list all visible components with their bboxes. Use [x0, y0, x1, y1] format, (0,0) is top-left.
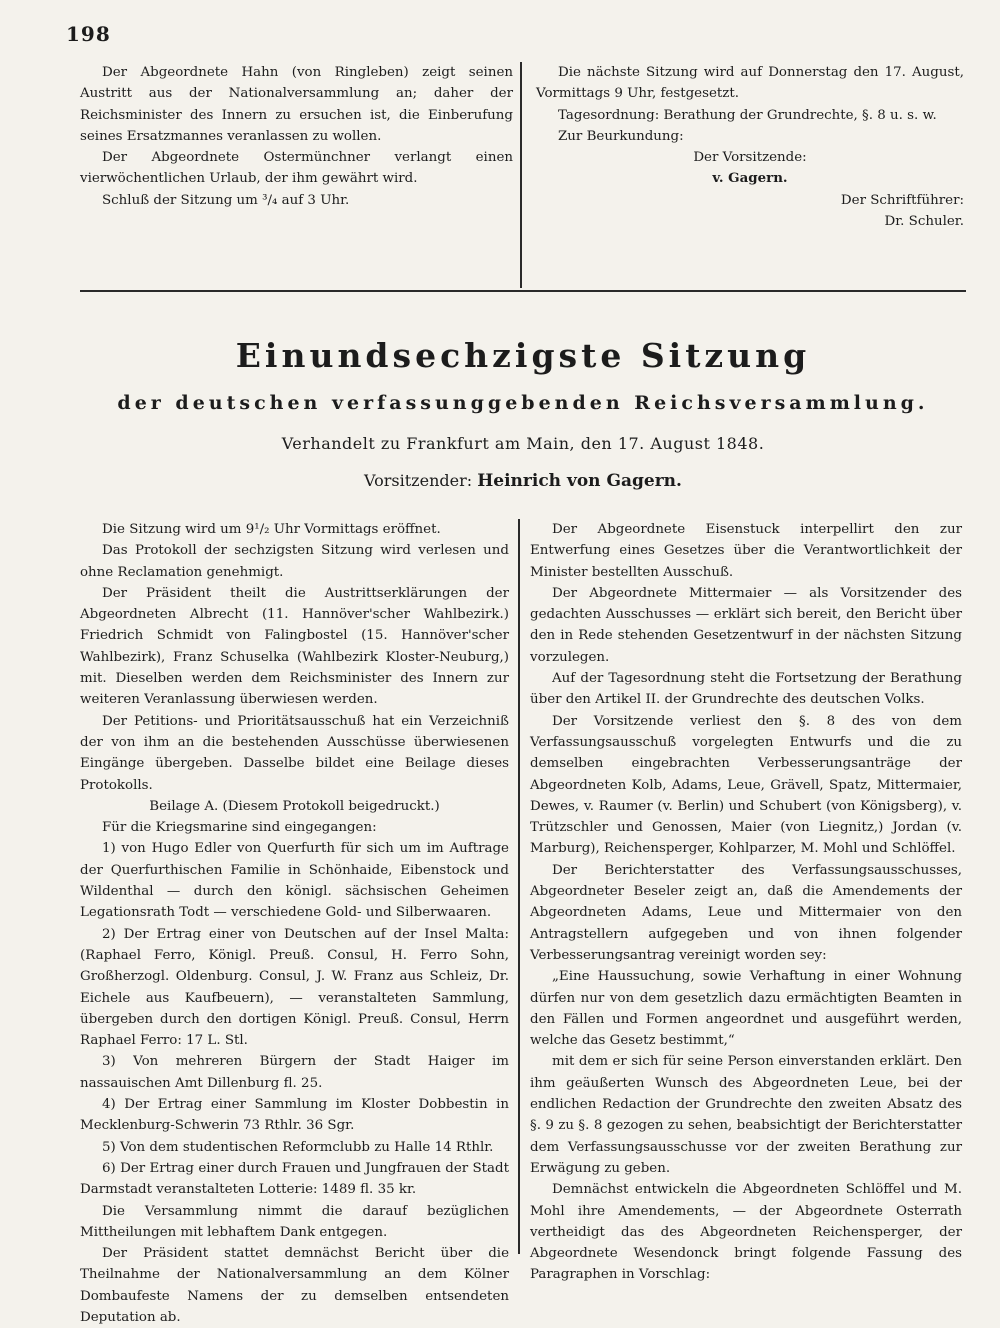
paragraph: Der Abgeordnete Hahn (von Ringleben) zeigt seinen Austritt aus der Nationalversammlung an; daher der Reichsminister des Innern zu ersuchen ist, die Einberufung seines Ersatzmannes veranlassen zu wollen.: [80, 65, 513, 144]
column-divider-top: [520, 62, 522, 288]
list-item: 5) Von dem studentischen Reformclubb zu Halle 14 Rthlr.: [102, 1139, 494, 1155]
paragraph: Zur Beurkundung:: [558, 128, 684, 144]
paragraph: Der Abgeordnete Eisenstuck interpellirt den zur Entwerfung eines Gesetzes über die Verantwortlichkeit der Minister bestellten Ausschuß.: [530, 522, 962, 580]
assembly-subtitle: der deutschen verfassunggebenden Reichsversammlung.: [117, 392, 929, 414]
paragraph: Der Schriftführer:: [840, 192, 964, 208]
quoted-amendment: „Eine Haussuchung, sowie Verhaftung in einer Wohnung dürfen nur von dem gesetzlich dazu ermächtigten Beamten in den Fällen und Formen angeordnet und ausgeführt werden, welche das Gesetz bestimmt,“: [530, 969, 962, 1049]
list-item: 3) Von mehreren Bürgern der Stadt Haiger im nassauischen Amt Dillenburg fl. 25.: [80, 1054, 509, 1091]
page-number: 198: [66, 22, 111, 46]
paragraph: Der Petitions- und Prioritätsausschuß hat ein Verzeichniß der von ihm an die bestehenden Ausschüsse überwiesenen Eingänge übergeben. Dasselbe bildet eine Beilage dieses Protokolls.: [80, 713, 509, 793]
chair-name: Heinrich von Gagern.: [477, 471, 682, 491]
paragraph: Der Vorsitzende verliest den §. 8 des von dem Verfassungsausschuß vorgelegten Entwurfs und die zu demselben eingebrachten Verbesserungsanträge der Abgeordneten Kolb, Adams, Leue, Grävell, Spatz, Mittermaier, Dewes, v. Raumer (v. Berlin) und Schubert (von Königsberg), v. Trützschler und Genossen, Maier (von Liegnitz,) Jordan (v. Marburg), Reichensperger, Kohlparzer, M. Mohl und Schlöffel.: [530, 713, 962, 857]
paragraph: Demnächst entwickeln die Abgeordneten Schlöffel und M. Mohl ihre Amendements, — der Abgeordnete Osterrath vertheidigt das des Abgeordneten Reichensperger, der Abgeordnete Wesendonck bringt folgende Fassung des Paragraphen in Vorschlag:: [530, 1182, 962, 1283]
paragraph: Für die Kriegsmarine sind eingegangen:: [102, 820, 377, 836]
column-divider-bottom: [518, 519, 520, 1254]
paragraph: Beilage A. (Diesem Protokoll beigedruckt.): [149, 798, 440, 814]
paragraph: Schluß der Sitzung um ³/₄ auf 3 Uhr.: [102, 192, 350, 208]
bottom-left-column: [80, 519, 509, 1328]
paragraph: Auf der Tagesordnung steht die Fortsetzung der Berathung über den Artikel II. der Grundrechte des deutschen Volks.: [530, 671, 962, 708]
top-right-column: [536, 62, 964, 232]
list-item: 4) Der Ertrag einer Sammlung im Kloster Dobbestin in Mecklenburg-Schwerin 73 Rthlr. 36 Sgr.: [80, 1097, 509, 1134]
paragraph: mit dem er sich für seine Person einverstanden erklärt. Den ihm geäußerten Wunsch des Abgeordneten Leue, bei der endlichen Redaction der Grundrechte den zweiten Absatz des §. 9 zu §. 8 gezogen zu sehen, beabsichtigt der Berichterstatter dem Verfassungsausschusse vor der zweiten Berathung zur Erwägung zu geben.: [530, 1054, 962, 1176]
paragraph: Die Versammlung nimmt die darauf bezüglichen Mittheilungen mit lebhaftem Dank entgegen.: [80, 1203, 509, 1240]
paragraph: Der Vorsitzende:: [693, 150, 807, 166]
paragraph: Der Abgeordnete Ostermünchner verlangt einen vierwöchentlichen Urlaub, der ihm gewährt wird.: [80, 150, 513, 187]
paragraph: Der Präsident theilt die Austrittserklärungen der Abgeordneten Albrecht (11. Hannöver'scher Wahlbezirk.) Friedrich Schmidt von Falingbostel (15. Hannöver'scher Wahlbezirk), Franz Schuselka (Wahlbezirk Kloster-Neuburg,) mit. Dieselben werden dem Reichsminister des Innern zur weiteren Veranlassung überwiesen werden.: [80, 585, 509, 708]
paragraph: Das Protokoll der sechzigsten Sitzung wird verlesen und ohne Reclamation genehmigt.: [80, 543, 509, 580]
chair-label: Vorsitzender:: [364, 471, 473, 490]
paragraph: Der Berichterstatter des Verfassungsausschusses, Abgeordneter Beseler zeigt an, daß die Amendements der Abgeordneten Adams, Leue und Mittermaier von den Antragstellern aufgegeben und von ihnen folgender Verbesserungsantrag vereinigt worden sey:: [530, 862, 962, 963]
paragraph: Die nächste Sitzung wird auf Donnerstag den 17. August, Vormittags 9 Uhr, festgesetzt.: [536, 65, 964, 102]
signature-name: Dr. Schuler.: [884, 214, 964, 230]
paragraph: Die Sitzung wird um 9¹/₂ Uhr Vormittags eröffnet.: [102, 522, 441, 537]
paragraph: Tagesordnung: Berathung der Grundrechte, §. 8 u. s. w.: [558, 107, 937, 123]
chair-line: [80, 471, 966, 491]
dateline: Verhandelt zu Frankfurt am Main, den 17. August 1848.: [281, 434, 765, 453]
top-left-column: [80, 62, 513, 211]
session-title: Einundsechzigste Sitzung: [235, 336, 811, 375]
paragraph: Der Präsident stattet demnächst Bericht über die Theilnahme der Nationalversammlung an dem Kölner Dombaufeste Namens der zu demselben entsendeten Deputation ab.: [80, 1246, 509, 1325]
bottom-right-column: [530, 519, 962, 1286]
paragraph: Der Abgeordnete Mittermaier — als Vorsitzender des gedachten Ausschusses — erklärt sich bereit, den Bericht über den in Rede stehenden Gesetzentwurf in der nächsten Sitzung vorzulegen.: [530, 585, 962, 665]
section-divider: [80, 290, 966, 292]
list-item: 2) Der Ertrag einer von Deutschen auf der Insel Malta: (Raphael Ferro, Königl. Preuß. Consul, H. Ferro Sohn, Großherzogl. Oldenburg. Consul, J. W. Franz aus Schleiz, Dr. Eichele aus Kaufbeuern), — veranstalteten Sammlung, übergeben durch den dortigen Königl. Preuß. Consul, Herrn Raphael Ferro: 17 L. Stl.: [80, 926, 509, 1049]
list-item: 1) von Hugo Edler von Querfurth für sich um im Auftrage der Querfurthischen Familie in Schönhaide, Eibenstock und Wildenthal — durch den königl. sächsischen Geheimen Legationsrath Todt — verschiedene Gold- und Silberwaaren.: [80, 841, 509, 921]
signature-name: v. Gagern.: [712, 170, 788, 187]
list-item: 6) Der Ertrag einer durch Frauen und Jungfrauen der Stadt Darmstadt veranstalteten Lotterie: 1489 fl. 35 kr.: [80, 1160, 509, 1198]
